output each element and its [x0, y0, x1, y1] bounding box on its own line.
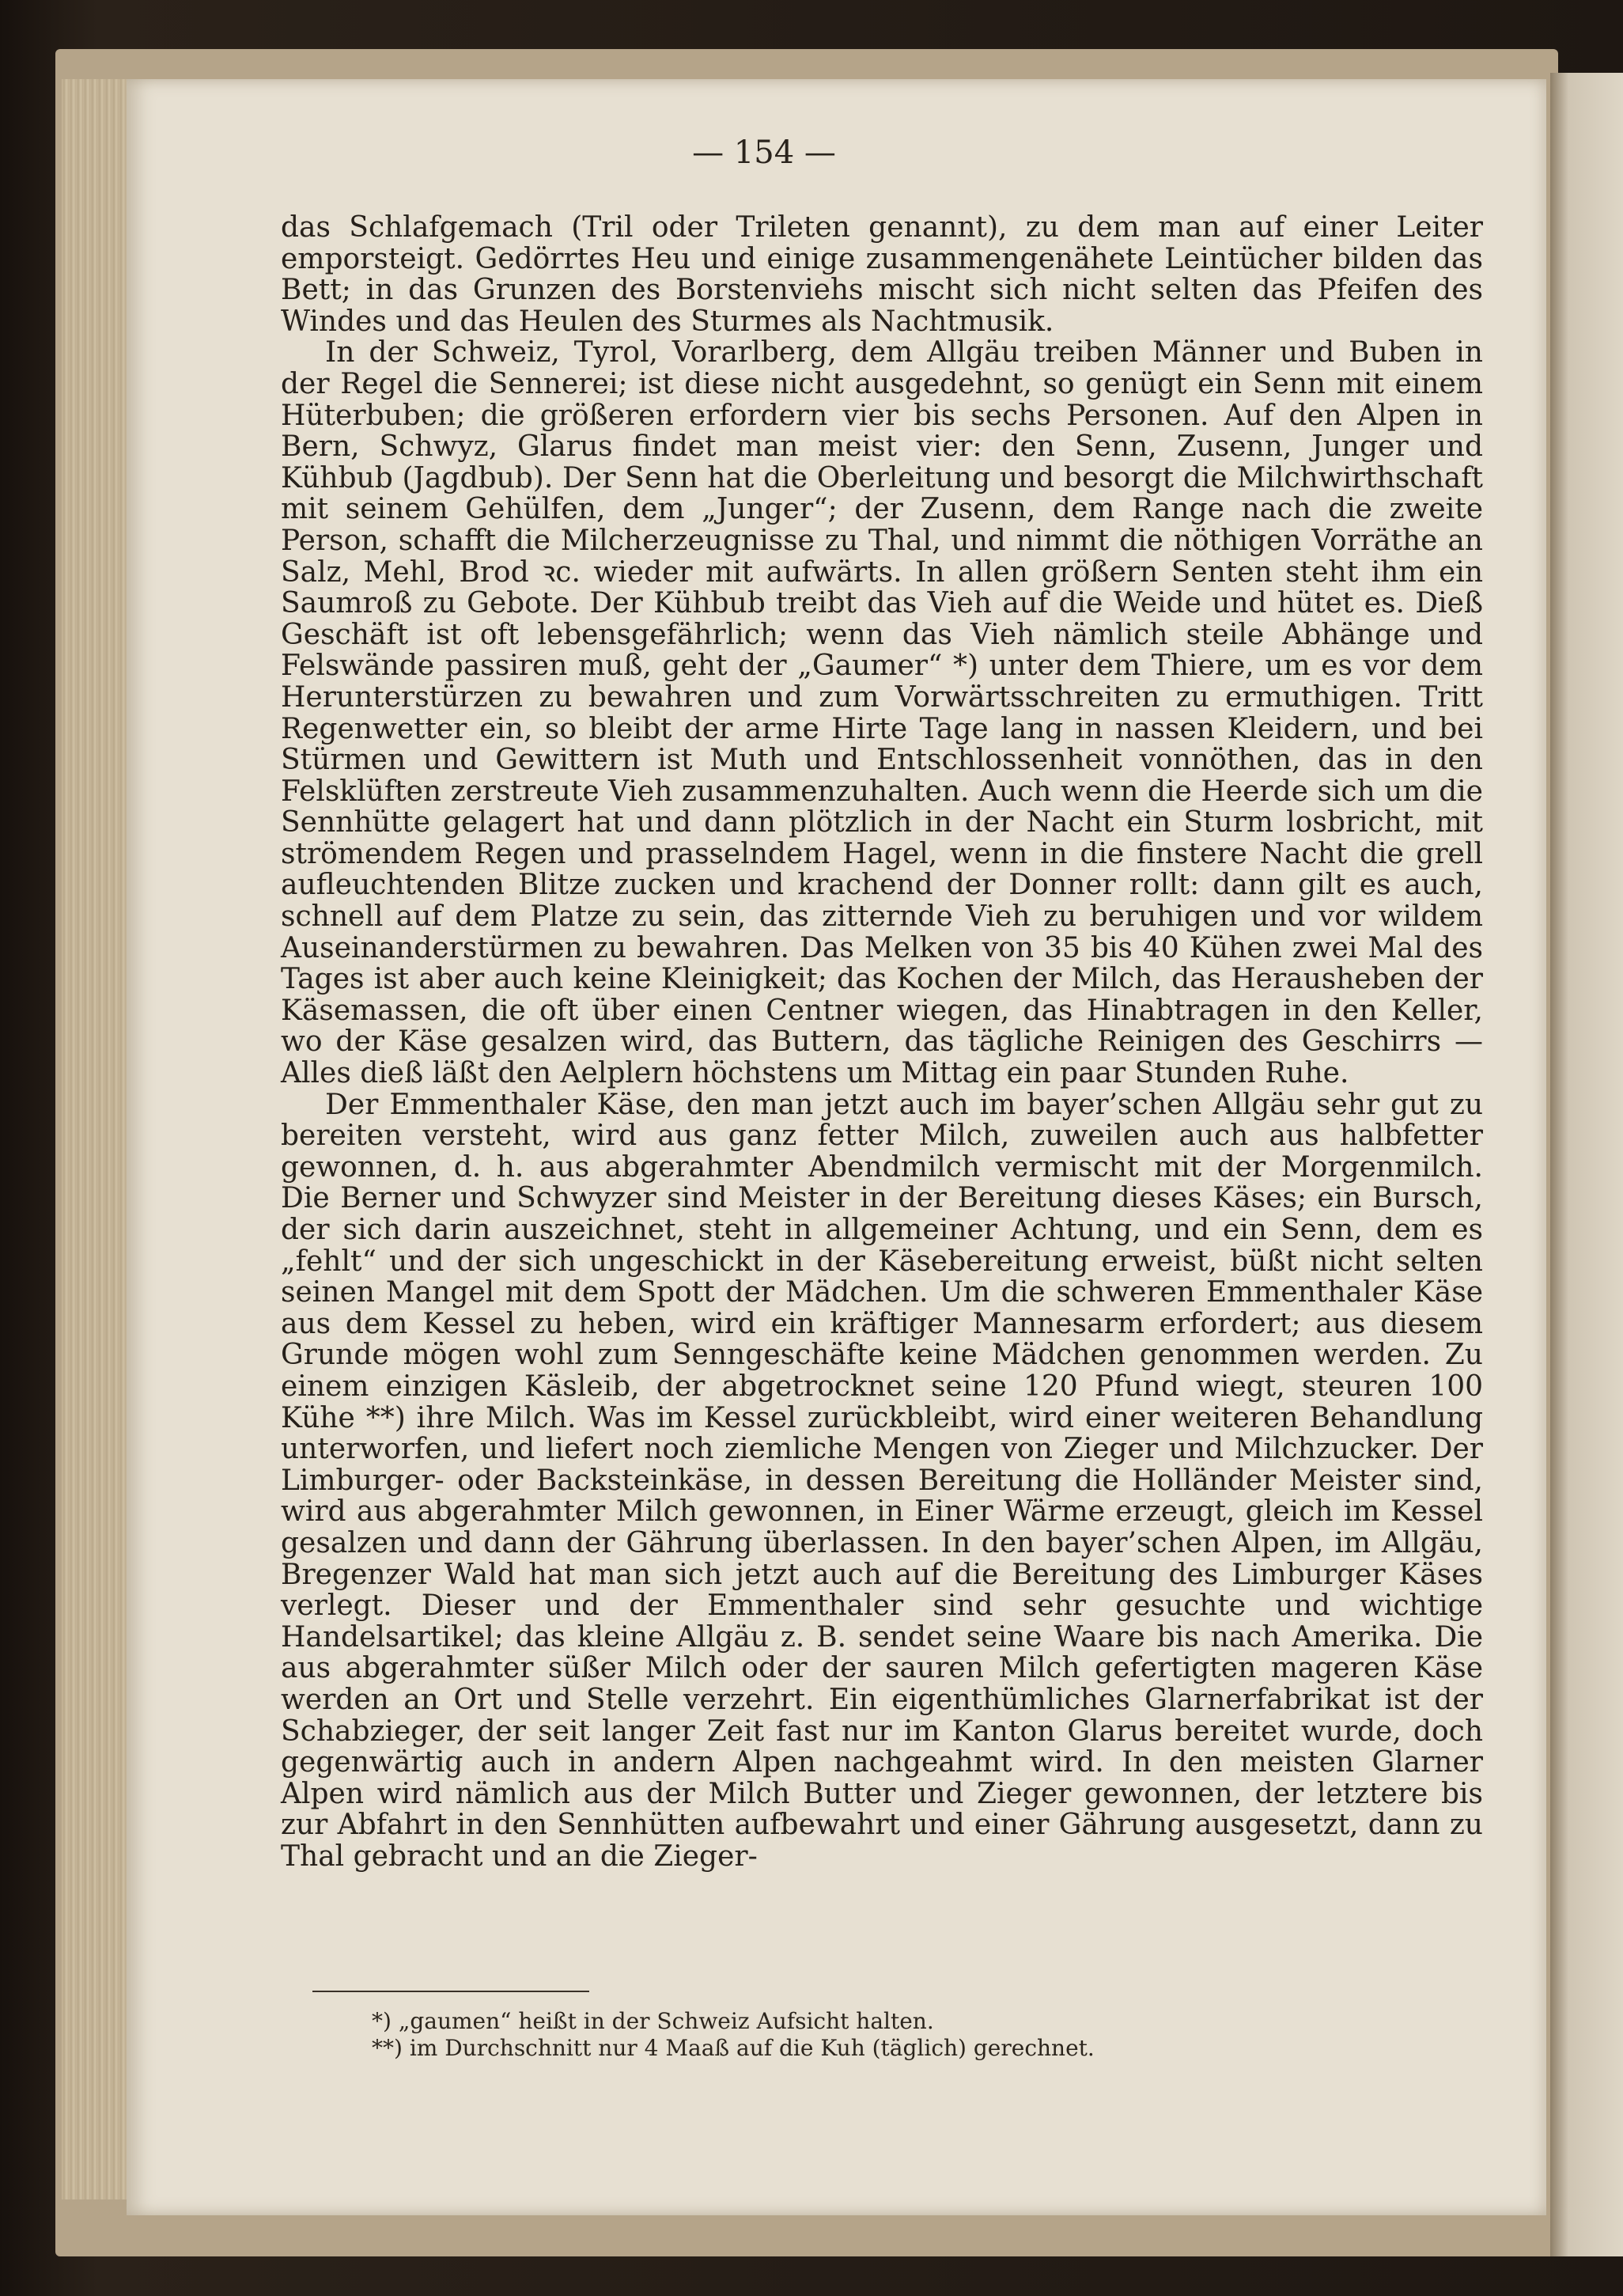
page-edges	[62, 79, 133, 2199]
body-text	[281, 212, 1483, 1872]
next-page-edge	[1550, 73, 1623, 2256]
paragraph: In der Schweiz, Tyrol, Vorarlberg, dem Allgäu treiben Männer und Buben in der Regel die Sennerei; ist diese nicht ausgedehnt, so genügt ein Senn mit einem Hüterbuben; die größeren erfordern vier bis sechs Personen. Auf den Alpen in Bern, Schwyz, Glarus findet man meist vier: den Senn, Zusenn, Junger und Kühbub (Jagdbub). Der Senn hat die Oberleitung und besorgt die Milchwirthschaft mit seinem Gehülfen, dem „Junger“; der Zusenn, dem Range nach die zweite Person, schafft die Milcherzeugnisse zu Thal, und nimmt die nöthigen Vorräthe an Salz, Mehl, Brod ꝛc. wieder mit aufwärts. In allen größern Senten steht ihm ein Saumroß zu Gebote. Der Kühbub treibt das Vieh auf die Weide und hütet es. Dieß Geschäft ist oft lebensgefährlich; wenn das Vieh nämlich steile Abhänge und Felswände passiren muß, geht der „Gaumer“ *) unter dem Thiere, um es vor dem Herunterstürzen zu bewahren und zum Vorwärtsschreiten zu ermuthigen. Tritt Regenwetter ein, so bleibt der arme Hirte Tage lang in nassen Kleidern, und bei Stürmen und Gewittern ist Muth und Entschlossenheit vonnöthen, das in den Felsklüften zerstreute Vieh zusammenzuhalten. Auch wenn die Heerde sich um die Sennhütte gelagert hat und dann plötzlich in der Nacht ein Sturm losbricht, mit strömendem Regen und prasselndem Hagel, wenn in die finstere Nacht die grell aufleuchtenden Blitze zucken und krachend der Donner rollt: dann gilt es auch, schnell auf dem Platze zu sein, das zitternde Vieh zu beruhigen und vor wildem Auseinanderstürmen zu bewahren. Das Melken von 35 bis 40 Kühen zwei Mal des Tages ist aber auch keine Kleinigkeit; das Kochen der Milch, das Herausheben der Käsemassen, die oft über einen Centner wiegen, das Hinabtragen in den Keller, wo der Käse gesalzen wird, das Buttern, das tägliche Reinigen des Geschirrs — Alles dieß läßt den Aelplern höchstens um Mittag ein paar Stunden Ruhe.	[281, 336, 1483, 1090]
footnotes	[372, 2008, 1400, 2062]
footnote-divider	[312, 1991, 589, 1992]
paragraph: das Schlafgemach (Tril oder Trileten genannt), zu dem man auf einer Leiter emporsteigt. Gedörrtes Heu und einige zusammengenähete Leintücher bilden das Bett; in das Grunzen des Borstenviehs mischt sich nicht selten das Pfeifen des Windes und das Heulen des Sturmes als Nachtmusik.	[281, 211, 1483, 338]
footnote: *) „gaumen“ heißt in der Schweiz Aufsicht halten.	[372, 2008, 934, 2034]
paragraph: Der Emmenthaler Käse, den man jetzt auch im bayer’schen Allgäu sehr gut zu bereiten versteht, wird aus ganz fetter Milch, zuweilen auch aus halbfetter gewonnen, d. h. aus abgerahmter Abendmilch vermischt mit der Morgenmilch. Die Berner und Schwyzer sind Meister in der Bereitung dieses Käses; ein Bursch, der sich darin auszeichnet, steht in allgemeiner Achtung, und ein Senn, dem es „fehlt“ und der sich ungeschickt in der Käsebereitung erweist, büßt nicht selten seinen Mangel mit dem Spott der Mädchen. Um die schweren Emmenthaler Käse aus dem Kessel zu heben, wird ein kräftiger Mannesarm erfordert; aus diesem Grunde mögen wohl zum Senngeschäfte keine Mädchen genommen werden. Zu einem einzigen Käsleib, der abgetrocknet seine 120 Pfund wiegt, steuren 100 Kühe **) ihre Milch. Was im Kessel zurückbleibt, wird einer weiteren Behandlung unterworfen, und liefert noch ziemliche Mengen von Zieger und Milchzucker. Der Limburger- oder Backsteinkäse, in dessen Bereitung die Holländer Meister sind, wird aus abgerahmter Milch gewonnen, in Einer Wärme erzeugt, gleich im Kessel gesalzen und dann der Gährung überlassen. In den bayer’schen Alpen, im Allgäu, Bregenzer Wald hat man sich jetzt auch auf die Bereitung des Limburger Käses verlegt. Dieser und der Emmenthaler sind sehr gesuchte und wichtige Handelsartikel; das kleine Allgäu z. B. sendet seine Waare bis nach Amerika. Die aus abgerahmter süßer Milch oder der sauren Milch gefertigten mageren Käse werden an Ort und Stelle verzehrt. Ein eigenthümliches Glarnerfabrikat ist der Schabzieger, der seit langer Zeit fast nur im Kanton Glarus bereitet wurde, doch gegenwärtig auch in andern Alpen nachgeahmt wird. In den meisten Glarner Alpen wird nämlich aus der Milch Butter und Zieger gewonnen, der letztere bis zur Abfahrt in den Sennhütten aufbewahrt und einer Gährung ausgesetzt, dann zu Thal gebracht und an die Zieger-	[281, 1088, 1483, 1873]
page-number: — 154 —	[692, 135, 836, 171]
footnote: **) im Durchschnitt nur 4 Maaß auf die Kuh (täglich) gerechnet.	[372, 2035, 1095, 2061]
